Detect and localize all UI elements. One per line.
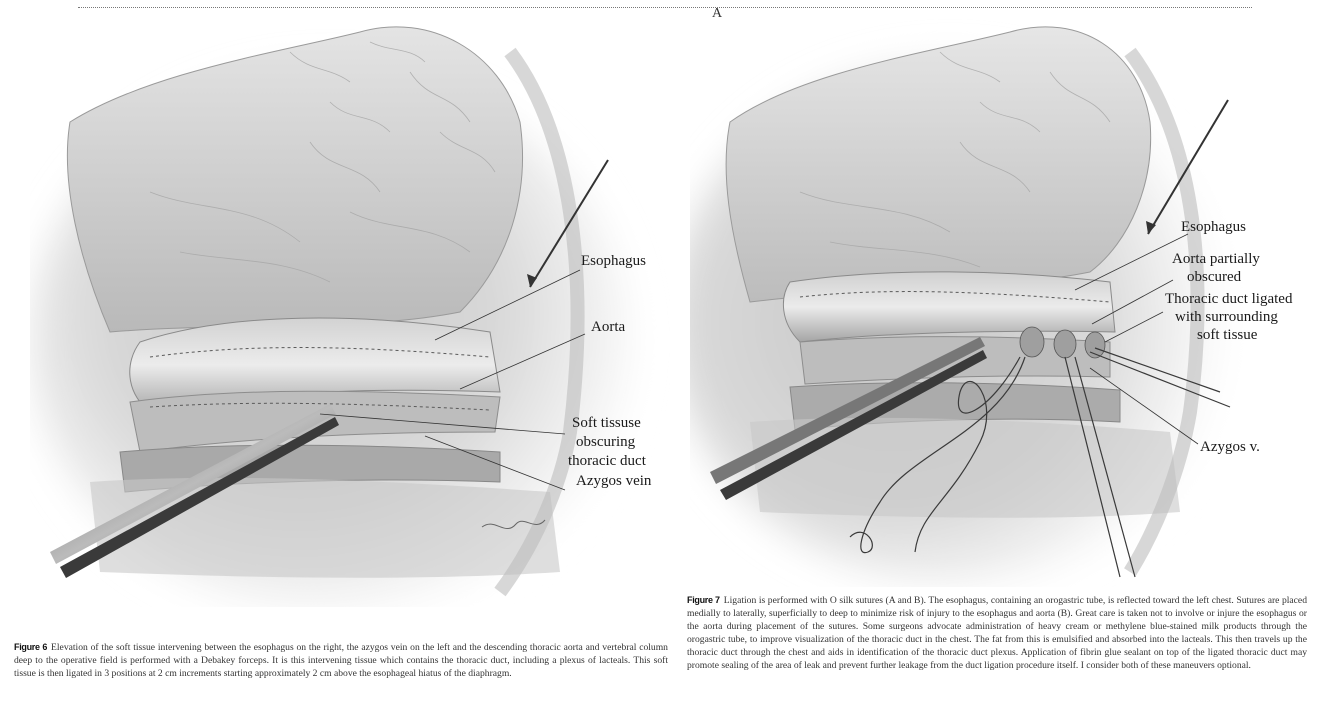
vertebral-column	[90, 478, 560, 578]
figure-6-caption-text: Elevation of the soft tissue intervening between the esophagus on the right, the azygos vein on the left and the descending thoracic aorta and vertebral column deep to the operative field is performed with a Debakey forceps. It is this intervening tissue which contains the thoracic duct, including a plexus of lacteals. This soft tissue is then ligated in 3 positions at 2 cm increments starting approximately 2 cm above the esophageal hiatus of the diaphragm.	[14, 642, 668, 679]
fig6-label-azygos: Azygos vein	[576, 473, 652, 489]
figure-7-caption	[687, 594, 1307, 672]
fig7-label-duct-line2: with surrounding	[1175, 309, 1278, 325]
figure-7-caption-text: Ligation is performed with O silk sutures (A and B). The esophagus, containing an orogastric tube, is reflected toward the left chest. Sutures are placed medially to laterally, superficially to deep to minimize risk of injury to the esophagus and aorta (B). Great care is taken not to involve or injure the esophagus or the aorta during placement of the sutures. Some surgeons advocate administration of heavy cream or methylene blue-stained milk products through the orogastric tube, to improve visualization of the thoracic duct in the chest. The fat from this is emulsified and absorbed into the lacteals. This then travels up the thoracic duct through the chest and aids in identification of the thoracic duct plexus. Application of fibrin glue sealant on top of the ligated thoracic duct may promote sealing of the area of leak and prevent further leakage from the duct ligation procedure itself. I consider both of these maneuvers optional.	[687, 595, 1307, 671]
fig7-label-duct-line1: Thoracic duct ligated	[1165, 291, 1293, 307]
figure-6-number: Figure 6	[14, 642, 48, 652]
fig6-label-soft-tissue-line3: thoracic duct	[568, 453, 646, 469]
fig6-label-aorta: Aorta	[591, 319, 626, 335]
fig7-label-aorta-line1: Aorta partially	[1172, 251, 1260, 267]
page-mark: A	[712, 6, 723, 21]
fig7-label-azygos: Azygos v.	[1200, 439, 1260, 455]
fig6-label-esophagus: Esophagus	[581, 253, 646, 269]
figure-6-caption	[14, 641, 668, 680]
lung-lobe	[726, 27, 1151, 302]
fig6-label-soft-tissue-line2: obscuring	[576, 434, 636, 450]
fig7-label-esophagus: Esophagus	[1181, 219, 1246, 235]
fig7-label-aorta-line2: obscured	[1187, 269, 1242, 285]
figure-6-illustration	[30, 12, 670, 607]
figure-7-number: Figure 7	[687, 595, 720, 605]
top-dotted-rule	[78, 7, 1252, 8]
fig7-label-duct-line3: soft tissue	[1197, 327, 1258, 343]
fig6-label-soft-tissue-line1: Soft tissuse	[572, 415, 641, 431]
lung-lobe	[67, 27, 522, 332]
